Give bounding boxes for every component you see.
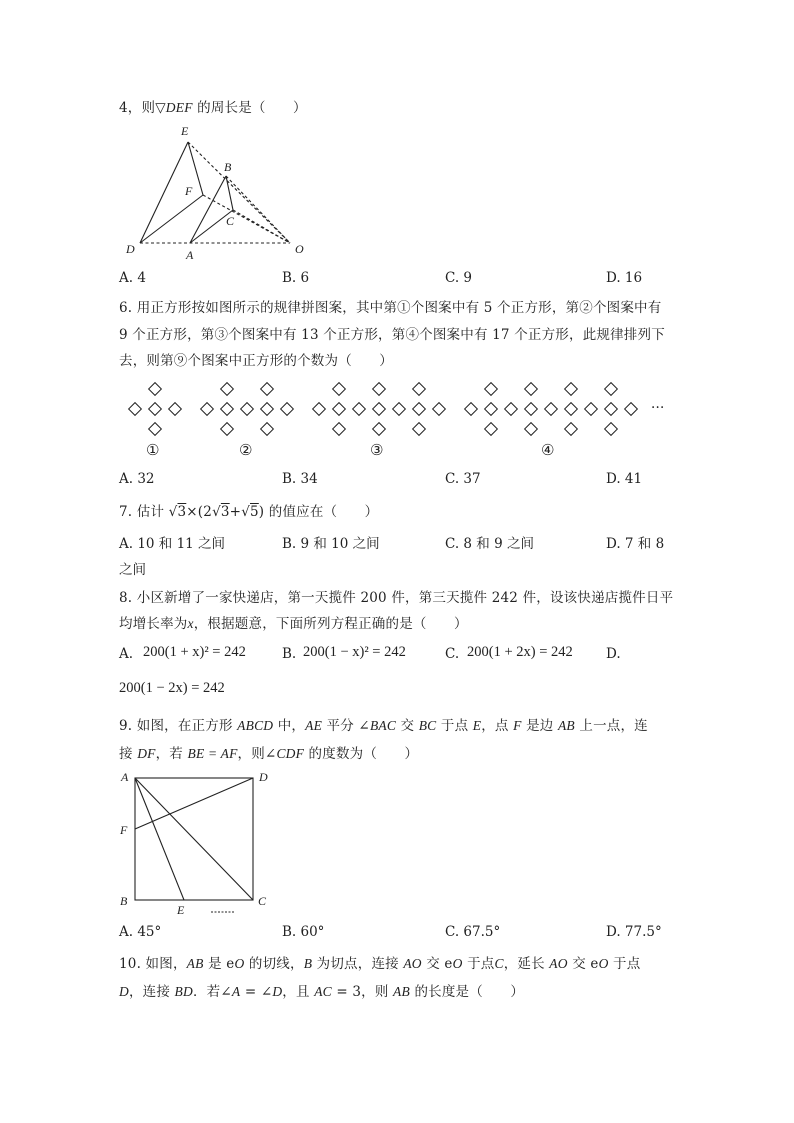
q6-p3-square	[412, 382, 426, 396]
q5-label-f: F	[185, 184, 193, 198]
q5-label-c: C	[226, 214, 235, 228]
q10-stem-line2: D，连接 BD．若∠A = ∠D，且 AC = 3，则 AB 的长度是（ ）	[119, 984, 525, 1000]
q5-label-e: E	[181, 124, 189, 138]
q6-p4-square	[524, 422, 538, 436]
q6-p4-square	[484, 402, 498, 416]
sqrt-symbol: √	[168, 504, 178, 520]
sqrt-symbol: √	[241, 504, 250, 520]
q5-label-a: A	[186, 248, 194, 262]
q6-p2-square	[220, 402, 234, 416]
q8-option-a-label[interactable]: A.	[119, 646, 134, 662]
q6-p2-square	[260, 382, 274, 396]
q8-option-c[interactable]: 200(1 + 2x) = 242	[467, 644, 573, 660]
q8-option-b-label[interactable]: B.	[282, 646, 297, 662]
q7-option-c[interactable]: C. 8 和 9 之间	[445, 536, 534, 552]
q6-p3-square	[372, 382, 386, 396]
q6-p4-square	[544, 402, 558, 416]
q6-p2-square	[260, 422, 274, 436]
q5-option-a[interactable]: A. 4	[119, 270, 146, 286]
q6-p3-square	[312, 402, 326, 416]
q5-stem-tail: 4，则▽DEF 的周长是（ ）	[119, 100, 307, 116]
q9-figure	[115, 768, 275, 918]
q5-label-d: D	[126, 242, 135, 256]
q6-p2-square	[280, 402, 294, 416]
q6-p3-square	[392, 402, 406, 416]
q6-p2-square	[240, 402, 254, 416]
q6-p4-square	[564, 382, 578, 396]
q9-label-c: C	[258, 894, 267, 908]
q7-option-b[interactable]: B. 9 和 10 之间	[282, 536, 380, 552]
q8-stem-line1: 8. 小区新增了一家快递店，第一天揽件 200 件，第三天揽件 242 件，设该快递店揽件日平	[119, 590, 674, 606]
q9-option-b[interactable]: B. 60°	[282, 924, 325, 940]
sqrt-symbol: √	[212, 504, 221, 520]
q5-option-b[interactable]: B. 6	[282, 270, 310, 286]
q6-option-d[interactable]: D. 41	[606, 471, 643, 487]
q9-stem-line2: 接 DF，若 BE = AF，则∠CDF 的度数为（ ）	[119, 746, 419, 762]
q9-option-d[interactable]: D. 77.5°	[606, 924, 662, 940]
q6-p3-square	[372, 422, 386, 436]
q5-option-d[interactable]: D. 16	[606, 270, 643, 286]
q8-option-d[interactable]: 200(1 − 2x) = 242	[119, 680, 225, 696]
q6-option-c[interactable]: C. 37	[445, 471, 481, 487]
q6-ellipsis: ···	[651, 400, 665, 416]
q6-p4-square	[604, 382, 618, 396]
q6-p4-square	[604, 422, 618, 436]
q6-p4-square	[484, 422, 498, 436]
q6-p4-square	[584, 402, 598, 416]
q6-p1-square	[128, 402, 142, 416]
q6-p3-square	[372, 402, 386, 416]
q9-stem-line1: 9. 如图，在正方形 ABCD 中，AE 平分 ∠BAC 交 BC 于点 E，点 F 是边 AB 上一点，连	[119, 718, 648, 734]
q6-stem-line1: 6. 用正方形按如图所示的规律拼图案，其中第①个图案中有 5 个正方形，第②个图案中有	[119, 300, 662, 316]
q6-p1-square	[148, 382, 162, 396]
q6-p4-square	[624, 402, 638, 416]
q6-p3-square	[412, 422, 426, 436]
q6-p1-square	[148, 422, 162, 436]
q8-option-c-label[interactable]: C.	[445, 646, 460, 662]
q6-p3-square	[332, 402, 346, 416]
q5-figure	[126, 124, 320, 265]
q8-option-b[interactable]: 200(1 − x)² = 242	[303, 644, 406, 660]
q7-option-d[interactable]: D. 7 和 8	[606, 536, 665, 552]
q6-p2-square	[220, 382, 234, 396]
q6-p3-square	[332, 382, 346, 396]
q6-label-3: ③	[370, 441, 384, 459]
q6-p4-square	[524, 402, 538, 416]
q6-p4-square	[504, 402, 518, 416]
q9-label-b: B	[120, 894, 128, 908]
q6-p3-square	[412, 402, 426, 416]
q6-label-1: ①	[146, 441, 160, 459]
q6-p4-square	[524, 382, 538, 396]
q10-stem-line1: 10. 如图，AB 是 eO 的切线，B 为切点，连接 AO 交 eO 于点C，延长 AO 交 eO 于点	[119, 956, 641, 972]
q6-p1-square	[168, 402, 182, 416]
q5-label-b: B	[224, 160, 232, 174]
q5-label-o: O	[295, 242, 304, 256]
q7-option-a[interactable]: A. 10 和 11 之间	[119, 536, 226, 552]
q7-stem: 7. 估计 √3×(2√3+√5) 的值应在（ ）	[119, 504, 379, 520]
q8-option-d-label[interactable]: D.	[606, 646, 621, 662]
q9-option-a[interactable]: A. 45°	[119, 924, 162, 940]
q6-p2-square	[200, 402, 214, 416]
q6-p3-square	[432, 402, 446, 416]
q6-label-4: ④	[541, 441, 555, 459]
q9-label-a: A	[121, 770, 129, 784]
q7-option-d-wrap: 之间	[119, 562, 146, 578]
q6-p4-square	[604, 402, 618, 416]
q5-option-c[interactable]: C. 9	[445, 270, 473, 286]
q6-p4-square	[564, 402, 578, 416]
q6-p4-square	[484, 382, 498, 396]
q6-stem-line3: 去，则第⑨个图案中正方形的个数为（ ）	[119, 353, 393, 369]
q6-p4-square	[564, 422, 578, 436]
q6-label-2: ②	[239, 441, 253, 459]
q6-p2-square	[220, 422, 234, 436]
q9-option-c[interactable]: C. 67.5°	[445, 924, 501, 940]
q6-option-b[interactable]: B. 34	[282, 471, 318, 487]
q6-p1-square	[148, 402, 162, 416]
q8-stem-line2: 均增长率为x，根据题意，下面所列方程正确的是（ ）	[119, 616, 468, 632]
q6-p2-square	[260, 402, 274, 416]
q9-label-f: F	[120, 823, 128, 837]
q6-p3-square	[352, 402, 366, 416]
q9-label-d: D	[259, 770, 268, 784]
q8-option-a[interactable]: 200(1 + x)² = 242	[143, 644, 246, 660]
q6-p4-square	[464, 402, 478, 416]
q9-label-e: E	[177, 903, 185, 917]
q6-stem-line2: 9 个正方形，第③个图案中有 13 个正方形，第④个图案中有 17 个正方形，此规律排列下	[119, 327, 665, 343]
q6-p3-square	[332, 422, 346, 436]
q6-option-a[interactable]: A. 32	[119, 471, 155, 487]
